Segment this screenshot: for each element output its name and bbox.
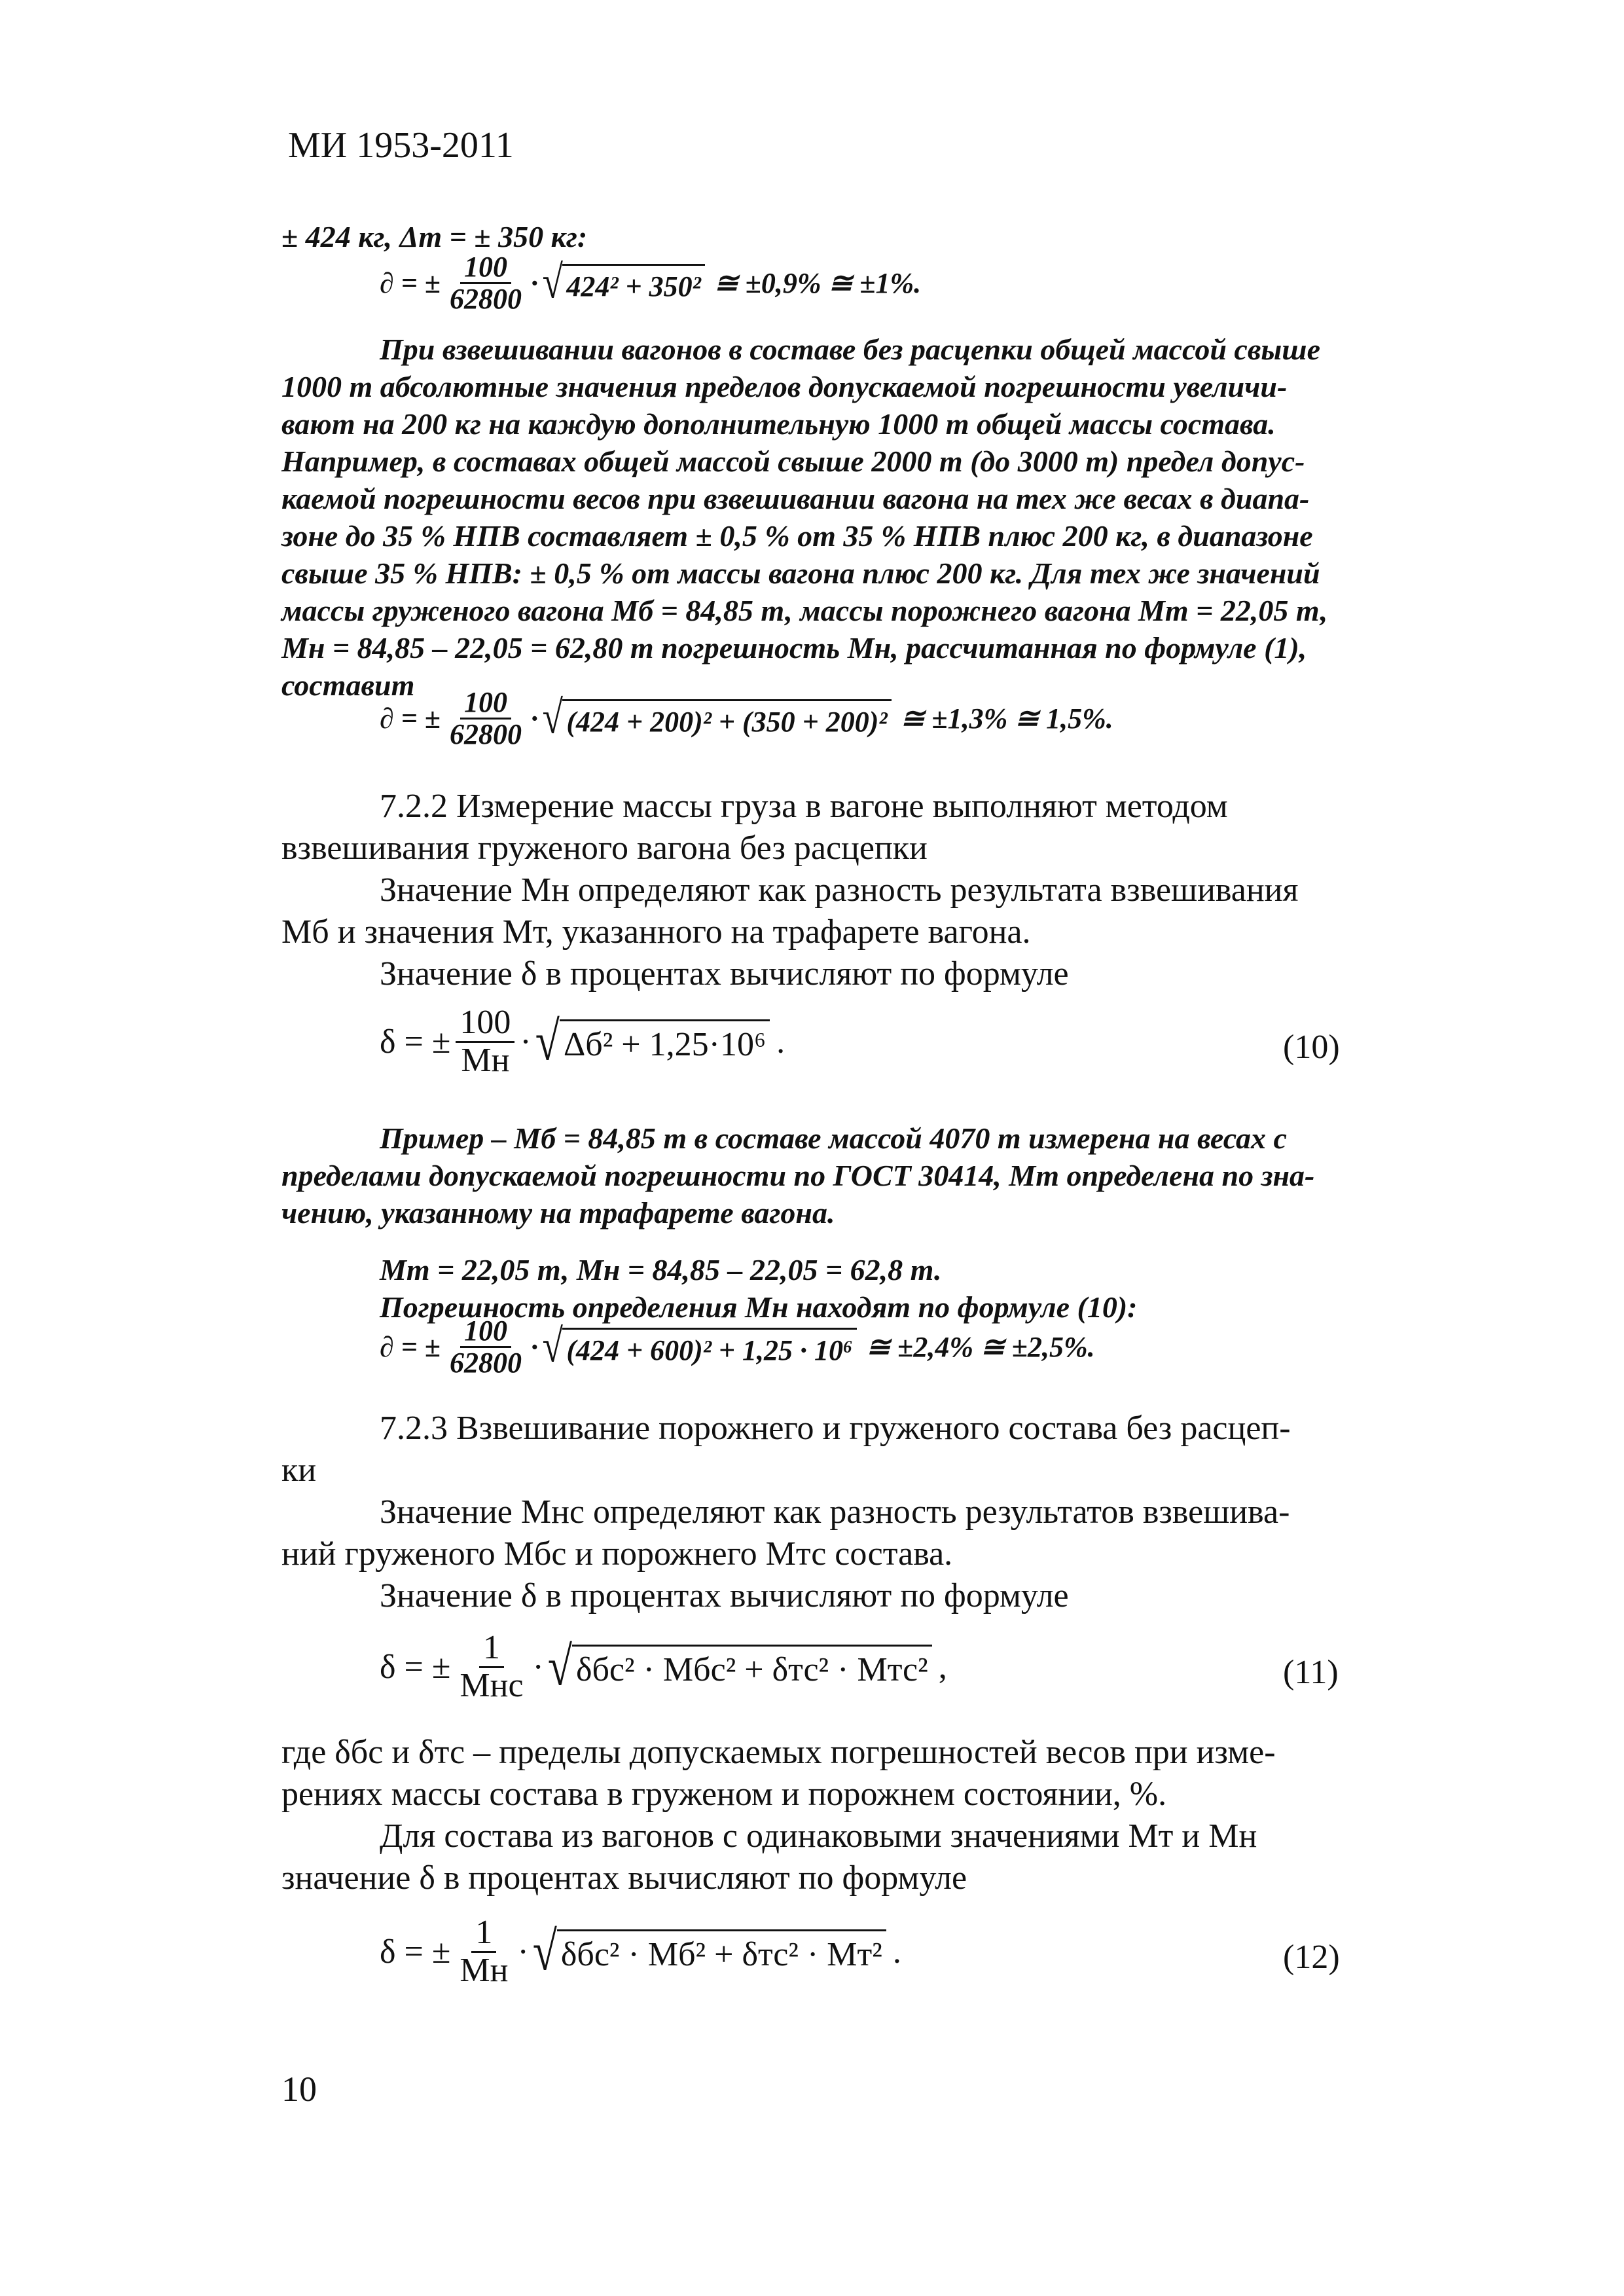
formula-lhs: ∂ = ± xyxy=(380,267,441,300)
text-line: взвешивания груженого вагона без расцепки xyxy=(281,829,928,867)
example-paragraph xyxy=(281,1120,1381,1326)
multiply-dot: · xyxy=(530,702,538,735)
fraction xyxy=(456,1005,514,1078)
formula-tail: . xyxy=(892,1933,901,1971)
text-line: Для состава из вагонов с одинаковыми значениями Мт и Мн xyxy=(380,1817,1257,1855)
radical-sign-icon: √ xyxy=(535,1010,560,1072)
fraction-denominator: 62800 xyxy=(449,1347,522,1379)
equation-number: (12) xyxy=(1283,1939,1340,1976)
radical-sign-icon: √ xyxy=(541,691,563,744)
square-root xyxy=(535,1010,770,1072)
text-line: Значение δ в процентах вычисляют по формуле xyxy=(380,955,1069,993)
text-line: Погрешность определения Мн находят по формуле (10): xyxy=(380,1290,1138,1324)
formula-12 xyxy=(380,1915,901,1988)
fraction-numerator: 1 xyxy=(471,1915,496,1953)
radical-sign-icon: √ xyxy=(532,1920,557,1982)
fraction-denominator: Мн xyxy=(461,1041,510,1079)
multiply-dot: · xyxy=(530,1331,538,1364)
document-header: МИ 1953-2011 xyxy=(288,125,514,166)
radical-sign-icon: √ xyxy=(541,1320,563,1372)
fraction xyxy=(456,1630,527,1704)
radicand: 424² + 350² xyxy=(562,264,704,303)
radicand: (424 + 600)² + 1,25 · 10⁶ xyxy=(562,1328,857,1367)
square-root xyxy=(547,1635,932,1698)
fraction-denominator: Мн xyxy=(460,1951,509,1989)
radicand: δбс² · Мбс² + δтс² · Мтс² xyxy=(572,1645,932,1689)
section-heading: 7.2.3 Взвешивание порожнего и груженого состава без расцеп- xyxy=(380,1410,1291,1447)
fraction xyxy=(446,1316,526,1378)
text-line: Мб и значения Мт, указанного на трафарете вагона. xyxy=(281,913,1031,951)
text-line: ний груженого Мбс и порожнего Мтс состава. xyxy=(281,1535,953,1573)
radicand: (424 + 200)² + (350 + 200)² xyxy=(562,699,891,738)
formula-tail: . xyxy=(776,1023,785,1061)
text-line: зоне до 35 % НПВ составляет ± 0,5 % от 35 % НПВ плюс 200 кг, в диапазоне xyxy=(281,519,1313,553)
radical-sign-icon: √ xyxy=(541,256,563,308)
text-line: каемой погрешности весов при взвешивании вагона на тех же весах в диапа- xyxy=(281,482,1310,515)
page-number: 10 xyxy=(281,2069,317,2109)
formula-lhs: δ = ± xyxy=(380,1933,451,1971)
explanation-paragraph xyxy=(281,1732,1368,1899)
multiply-dot: · xyxy=(520,1023,532,1061)
formula-result: ≅ ±1,3% ≅ 1,5%. xyxy=(900,702,1113,735)
formula-lhs: ∂ = ± xyxy=(380,702,441,735)
fraction-numerator: 100 xyxy=(460,1316,511,1348)
text-line: Пример – Мб = 84,85 т в составе массой 4070 т измерена на весах с xyxy=(380,1121,1287,1155)
square-root xyxy=(541,256,705,308)
fraction-denominator: Мнс xyxy=(460,1666,524,1704)
formula-tail: , xyxy=(938,1648,947,1686)
equation-number: (11) xyxy=(1283,1654,1339,1691)
fraction-numerator: 100 xyxy=(460,252,511,284)
text-line: ки xyxy=(281,1451,317,1489)
text-line: Значение δ в процентах вычисляют по формуле xyxy=(380,1577,1069,1614)
multiply-dot: · xyxy=(532,1648,544,1686)
multiply-dot: · xyxy=(517,1933,529,1971)
text-line: свыше 35 % НПВ: ± 0,5 % от массы вагона плюс 200 кг. Для тех же значений xyxy=(281,556,1320,590)
multiply-dot: · xyxy=(530,267,538,300)
text-line: рениях массы состава в груженом и порожнем состоянии, %. xyxy=(281,1776,1167,1813)
text-line: где δбс и δтс – пределы допускаемых погрешностей весов при изме- xyxy=(281,1734,1276,1771)
fraction xyxy=(446,252,526,314)
text-line: 1000 т абсолютные значения пределов допускаемой погрешности увеличи- xyxy=(281,370,1288,403)
fraction xyxy=(456,1915,512,1988)
square-root xyxy=(532,1920,886,1982)
fraction-numerator: 100 xyxy=(456,1005,514,1043)
fraction xyxy=(446,687,526,750)
formula-11 xyxy=(380,1630,947,1704)
italic-paragraph xyxy=(281,331,1381,704)
square-root xyxy=(541,691,892,744)
formula-result: ≅ ±2,4% ≅ ±2,5%. xyxy=(866,1331,1095,1364)
formula-b xyxy=(380,687,1113,750)
formula-lhs: ∂ = ± xyxy=(380,1331,441,1364)
section-7-2-2 xyxy=(281,786,1368,995)
formula-lhs: δ = ± xyxy=(380,1023,451,1061)
text-line: Значение Мнс определяют как разность результатов взвешива- xyxy=(380,1493,1290,1531)
square-root xyxy=(541,1320,857,1372)
formula-lhs: δ = ± xyxy=(380,1648,451,1686)
text-line: При взвешивании вагонов в составе без расцепки общей массой свыше xyxy=(380,333,1321,366)
formula-c xyxy=(380,1316,1095,1378)
text-line: пределами допускаемой погрешности по ГОСТ 30414, Мт определена по зна- xyxy=(281,1159,1315,1192)
fraction-denominator: 62800 xyxy=(449,283,522,316)
formula-10 xyxy=(380,1005,785,1078)
fraction-numerator: 100 xyxy=(460,687,511,720)
section-7-2-3 xyxy=(281,1408,1368,1617)
text-line: массы груженого вагона Мб = 84,85 т, массы порожнего вагона Мт = 22,05 т, xyxy=(281,594,1328,627)
text-line: вают на 200 кг на каждую дополнительную 1000 т общей массы состава. xyxy=(281,407,1276,441)
text-line: ± 424 кг, Δт = ± 350 кг: xyxy=(281,220,588,253)
radical-sign-icon: √ xyxy=(547,1635,572,1698)
text-line: Например, в составах общей массой свыше 2000 т (до 3000 т) предел допус- xyxy=(281,445,1305,478)
text-line: значение δ в процентах вычисляют по формуле xyxy=(281,1859,967,1897)
equation-number: (10) xyxy=(1283,1029,1340,1066)
text-line: Мн = 84,85 – 22,05 = 62,80 т погрешность Мн, рассчитанная по формуле (1), xyxy=(281,631,1307,665)
section-heading: 7.2.2 Измерение массы груза в вагоне выполняют методом xyxy=(380,788,1228,825)
text-line: составит xyxy=(281,668,415,702)
formula-a xyxy=(380,252,921,314)
text-line: Значение Мн определяют как разность результата взвешивания xyxy=(380,871,1299,909)
formula-result: ≅ ±0,9% ≅ ±1%. xyxy=(713,267,922,300)
fraction-numerator: 1 xyxy=(479,1630,504,1668)
text-line: Мт = 22,05 т, Мн = 84,85 – 22,05 = 62,8 т. xyxy=(380,1253,942,1286)
text-line: чению, указанному на трафарете вагона. xyxy=(281,1196,835,1230)
fraction-denominator: 62800 xyxy=(449,718,522,751)
radicand: Δб² + 1,25·10⁶ xyxy=(560,1019,770,1064)
radicand: δбс² · Мб² + δтс² · Мт² xyxy=(557,1929,886,1974)
